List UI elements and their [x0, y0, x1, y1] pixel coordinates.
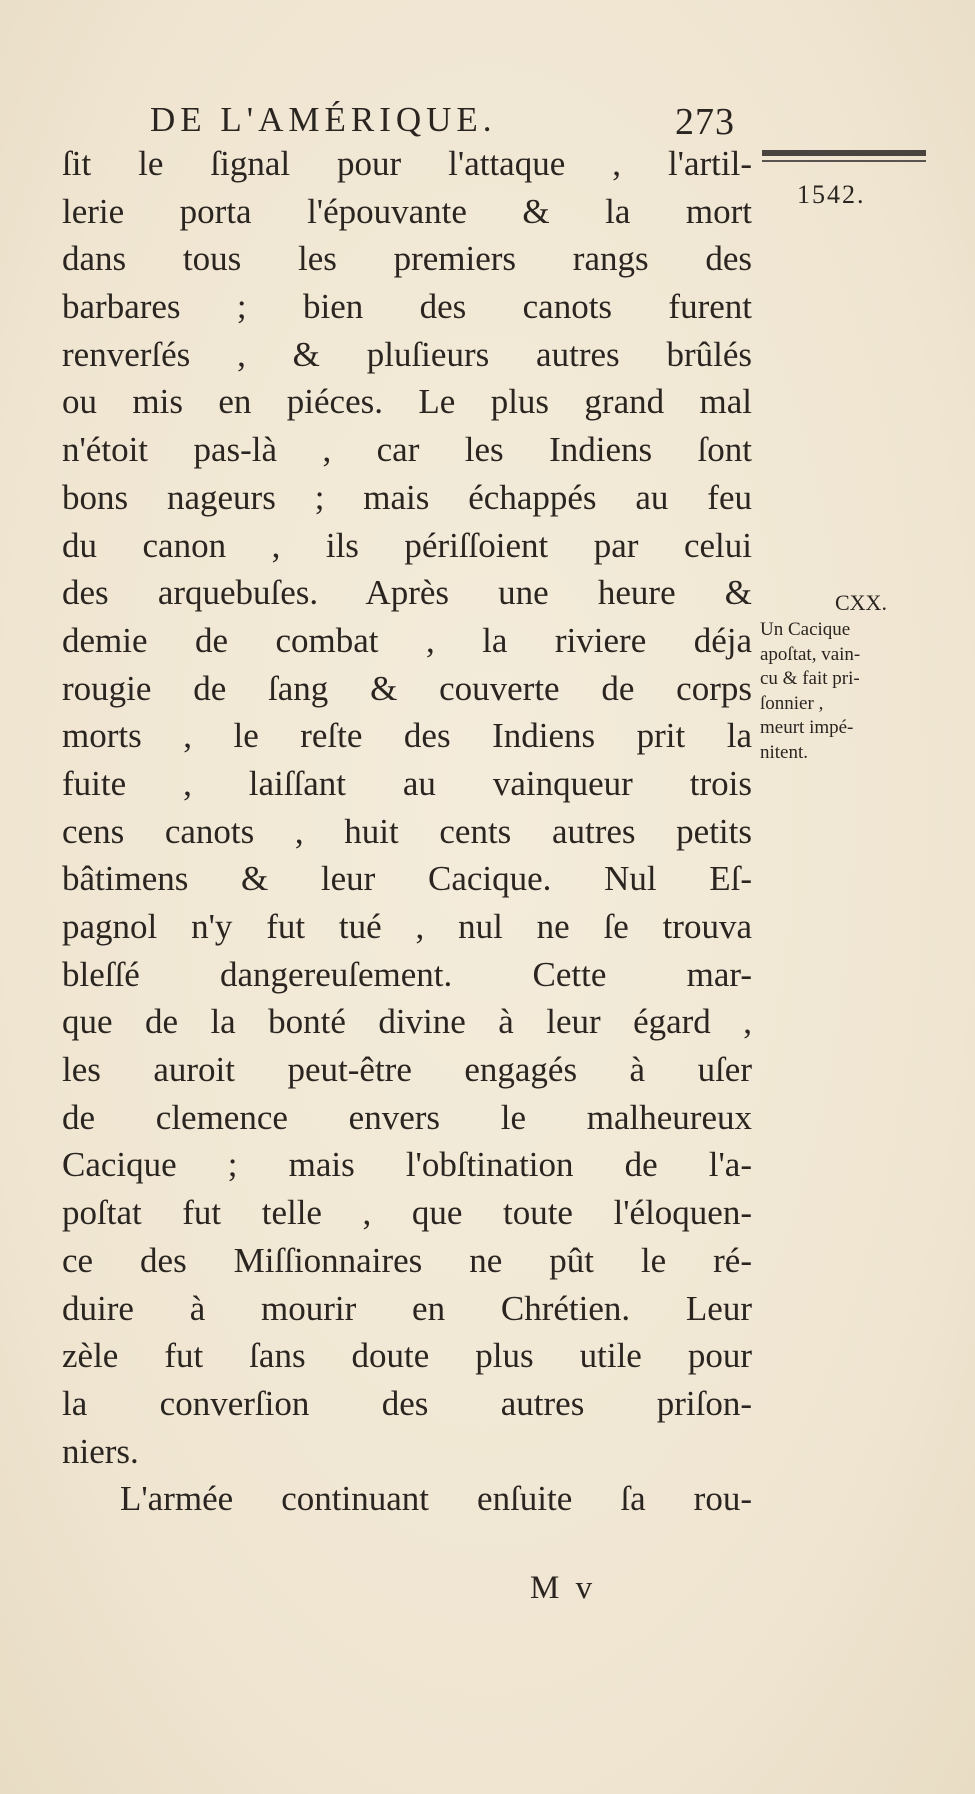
text-line: bâtimens & leur Cacique. Nul Eſ-: [62, 859, 752, 899]
rule-thick: [762, 150, 926, 156]
text-line: duire à mourir en Chrétien. Leur: [62, 1288, 752, 1328]
text-line: de clemence envers le malheureux: [62, 1097, 752, 1137]
text-line: bleſſé dangereuſement. Cette mar-: [62, 954, 752, 994]
text-line: rougie de ſang & couverte de corps: [62, 668, 752, 708]
text-line: fuite , laiſſant au vainqueur trois: [62, 763, 752, 803]
text-line: lerie porta l'épouvante & la mort: [62, 191, 752, 231]
margin-note: [760, 618, 940, 765]
text-line: Cacique ; mais l'obſtination de l'a-: [62, 1145, 752, 1185]
text-line: renverſés , & pluſieurs autres brûlés: [62, 334, 752, 374]
margin-note-line: ſonnier ,: [760, 692, 824, 714]
text-line: zèle fut ſans doute plus utile pour: [62, 1336, 752, 1376]
text-line: morts , le reſte des Indiens prit la: [62, 716, 752, 756]
text-line: ou mis en piéces. Le plus grand mal: [62, 382, 752, 422]
text-line: ce des Miſſionnaires ne pût le ré-: [62, 1240, 752, 1280]
text-line: bons nageurs ; mais échappés au feu: [62, 477, 752, 517]
text-line: pagnol n'y fut tué , nul ne ſe trouva: [62, 907, 752, 946]
text-line: les auroit peut-être engagés à uſer: [62, 1050, 752, 1090]
text-line: ſit le ſignal pour l'attaque , l'artil-: [62, 144, 752, 183]
margin-note-line: nitent.: [760, 741, 809, 763]
margin-note-line: cu & fait pri-: [760, 668, 860, 689]
margin-note-line: Un Cacique: [760, 619, 851, 640]
running-title: DE L'AMÉRIQUE.: [150, 100, 497, 139]
text-line: que de la bonté divine à leur égard ,: [62, 1002, 752, 1042]
text-line: barbares ; bien des canots furent: [62, 287, 752, 327]
text-line: niers.: [62, 1431, 139, 1471]
text-line: cens canots , huit cents autres petits: [62, 811, 752, 851]
margin-rule: [762, 150, 926, 166]
margin-year: 1542.: [797, 180, 866, 209]
margin-note-line: apoſtat, vain-: [760, 643, 861, 665]
text-line: dans tous les premiers rangs des: [62, 239, 752, 279]
margin-note-number: CXX.: [835, 590, 887, 615]
text-line: n'étoit pas-là , car les Indiens ſont: [62, 430, 752, 470]
margin-note-line: meurt impé-: [760, 717, 854, 738]
text-line: la converſion des autres priſon-: [62, 1383, 752, 1423]
text-line: du canon , ils périſſoient par celui: [62, 525, 752, 565]
text-line: des arquebuſes. Après une heure &: [62, 573, 752, 613]
text-line: poſtat fut telle , que toute l'éloquen-: [62, 1193, 752, 1233]
signature-mark: M v: [530, 1570, 597, 1606]
body-text: [62, 140, 752, 1523]
page-number: 273: [675, 101, 735, 143]
text-line: demie de combat , la riviere déja: [62, 620, 752, 660]
text-line: L'armée continuant enſuite ſa rou-: [120, 1479, 752, 1519]
rule-thin: [762, 160, 926, 162]
